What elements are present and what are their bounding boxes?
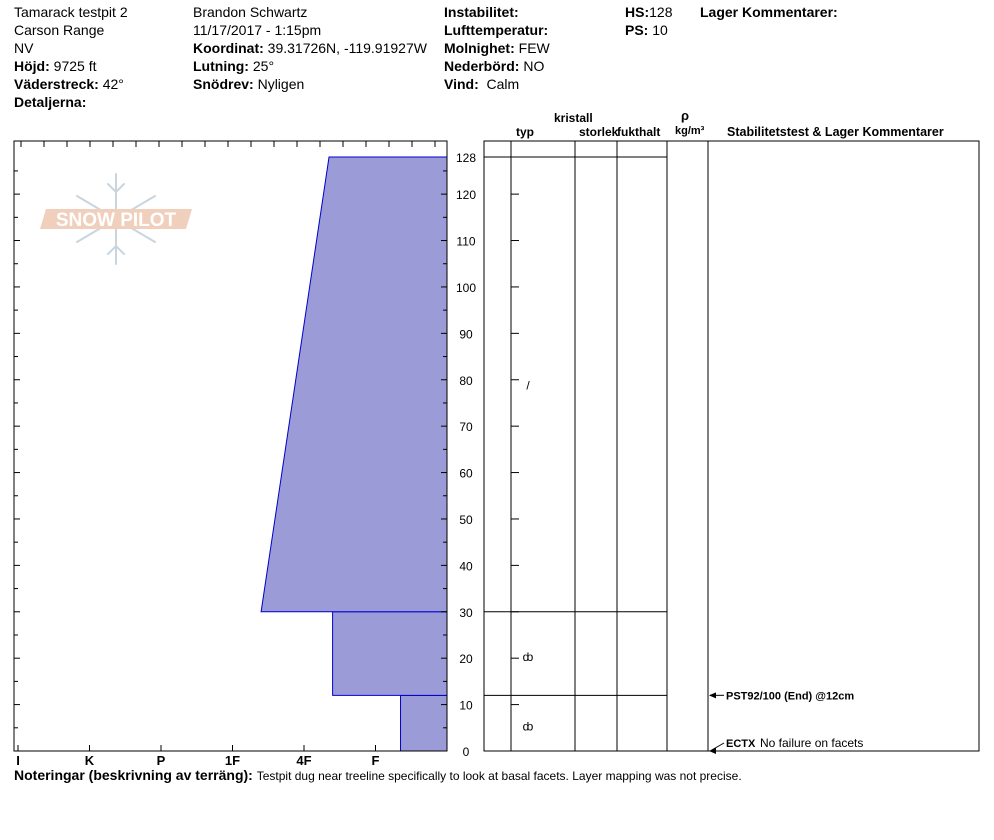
density-unit: kg/m³ xyxy=(675,125,705,137)
hardness-profile xyxy=(261,157,447,751)
size-header: storlek xyxy=(579,125,619,139)
moisture-header: fukthalt xyxy=(617,125,661,139)
grain-symbol: / xyxy=(526,378,530,393)
precip-label: Nederbörd: xyxy=(444,58,520,74)
grain-symbol: ȸ xyxy=(522,719,534,734)
wind-value: Calm xyxy=(486,76,520,92)
test-arrowhead xyxy=(709,748,716,754)
ps-label: PS: xyxy=(625,22,649,38)
elevation-value: 9725 ft xyxy=(53,58,97,74)
wind-label: Vind: xyxy=(444,76,479,92)
height-tick-label: 40 xyxy=(459,559,473,574)
test-code: ECTX xyxy=(726,738,756,750)
height-tick-label: 20 xyxy=(459,652,473,667)
observer-name: Brandon Schwartz xyxy=(193,4,308,20)
hs-label: HS: xyxy=(625,4,650,20)
air-temp-label: Lufttemperatur: xyxy=(444,22,549,38)
ps-value: 10 xyxy=(652,22,668,38)
height-tick-label: 50 xyxy=(459,512,473,527)
table-border xyxy=(484,141,979,751)
layer-comments-label: Lager Kommentarer: xyxy=(700,4,838,20)
test-code: PST92/100 (End) @12cm xyxy=(726,690,855,703)
coordinates-label: Koordinat: xyxy=(193,40,264,56)
snowpilot-logo xyxy=(40,174,192,264)
observation-datetime: 11/17/2017 - 1:15pm xyxy=(193,22,322,38)
notes-label: Noteringar (beskrivning av terräng): xyxy=(14,767,253,783)
slope-label: Lutning: xyxy=(193,58,249,74)
crystal-header: kristall xyxy=(554,111,593,125)
height-axis xyxy=(447,151,484,759)
stability-tests xyxy=(709,690,863,754)
hardness-tick-label: 4F xyxy=(296,753,312,768)
hardness-tick-label: 1F xyxy=(224,753,241,768)
profile-layer-2 xyxy=(333,612,447,696)
snowpilot-logo-text: SNOW PILOT xyxy=(55,210,177,231)
notes-value: Testpit dug near treeline specifically to look at basal facets. Layer mapping was not precise. xyxy=(256,769,742,783)
profile-layer-1 xyxy=(401,695,447,751)
hardness-axis xyxy=(16,745,379,768)
height-tick-label: 110 xyxy=(456,234,476,249)
elevation-label: Höjd: xyxy=(14,58,50,74)
hs-value: 128 xyxy=(649,4,673,20)
details-label: Detaljerna: xyxy=(14,94,87,110)
stability-header: Stabilitetstest & Lager Kommentarer xyxy=(727,125,944,139)
site-name: Tamarack testpit 2 xyxy=(14,4,128,20)
hardness-tick-label: I xyxy=(16,753,20,768)
coordinates-value: 39.31726N, -119.91927W xyxy=(267,40,427,56)
sky-value: FEW xyxy=(518,40,550,56)
slope-value: 25° xyxy=(252,58,275,74)
aspect-label: Väderstreck: xyxy=(14,76,99,92)
instability-label: Instabilitet: xyxy=(444,4,519,20)
sky-label: Molnighet: xyxy=(444,40,515,56)
range-name: Carson Range xyxy=(14,22,105,38)
height-tick-label: 60 xyxy=(459,466,473,481)
state-name: NV xyxy=(14,40,34,56)
hardness-tick-label: K xyxy=(84,753,95,768)
height-tick-label: 30 xyxy=(459,605,473,620)
hardness-tick-label: P xyxy=(156,753,166,768)
aspect-value: 42° xyxy=(102,76,124,92)
height-tick-label: 70 xyxy=(459,420,473,435)
height-tick-label: 100 xyxy=(455,280,477,295)
test-arrowhead xyxy=(709,692,716,698)
type-header: typ xyxy=(516,125,534,139)
height-tick-label: 10 xyxy=(459,698,473,713)
notes-row xyxy=(14,767,742,785)
snow-drift-value: Nyligen xyxy=(257,76,305,92)
layer-table xyxy=(484,141,979,751)
density-symbol: ρ xyxy=(681,108,690,123)
snow-drift-label: Snödrev: xyxy=(193,76,254,92)
grain-symbols xyxy=(523,378,534,733)
height-tick-label: 0 xyxy=(462,745,470,759)
height-tick-label: 128 xyxy=(455,151,477,165)
height-tick-label: 120 xyxy=(455,188,477,203)
precip-value: NO xyxy=(523,58,545,74)
profile-layer-3 xyxy=(261,157,447,612)
height-tick-label: 80 xyxy=(459,373,473,388)
height-tick-label: 90 xyxy=(459,327,473,342)
test-comment: No failure on facets xyxy=(760,736,864,750)
hardness-tick-label: F xyxy=(371,753,380,768)
grain-symbol: ȸ xyxy=(522,649,534,664)
